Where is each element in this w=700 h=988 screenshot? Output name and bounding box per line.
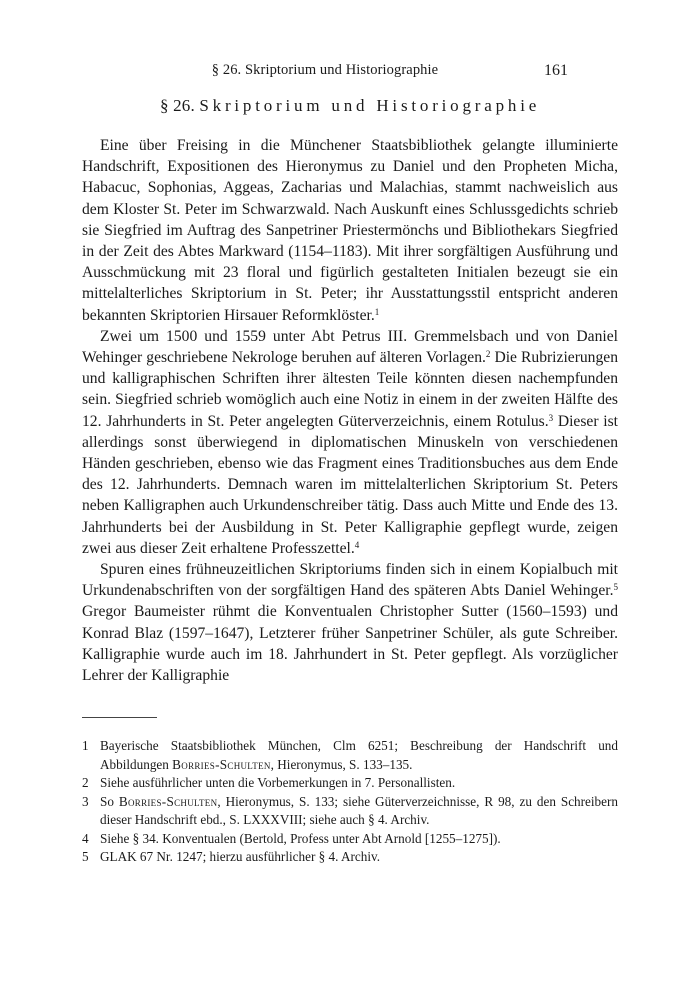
section-number: § 26.	[159, 96, 195, 115]
footnote-number: 4	[82, 830, 89, 846]
footnote-reference[interactable]: 2	[485, 349, 491, 360]
footnote	[82, 830, 618, 849]
body-text	[82, 135, 618, 686]
footnote	[82, 793, 618, 830]
paragraph	[82, 326, 618, 559]
paragraph-text: Eine über Freising in die Münchener Staatsbibliothek gelangte illuminierte Handschrift, Expositionen des Hieronymus zu Daniel und den Propheten Micha, Habacuc, Sophonias, Aggeas, Zacharias und Malachias, stammt nachweislich aus dem Kloster St. Peter im Schwarzwald. Nach Auskunft eines Schlussgedichts schrieb sie Siegfried im Auftrag des Sanpetriner Priestermönchs und Bibliothekars Siegfried in der Zeit des Abtes Markward (1154–1183). Mit ihrer sorgfältigen Ausführung und Ausschmückung mit 23 floral und figürlich gestalteten Initialen bezeugt sie ein mittelalterliches Skriptorium in St. Peter; ihr Ausstattungsstil entspricht anderen bekannten Skriptorien Hirsauer Reformklöster.	[82, 137, 618, 324]
paragraph-text: Spuren eines frühneuzeitlichen Skriptoriums finden sich in einem Kopialbuch mit Urkundenabschriften von der sorgfältigen Hand des späteren Abts Daniel Wehinger.	[82, 561, 618, 600]
section-heading	[82, 96, 618, 116]
footnote	[82, 848, 618, 867]
footnote	[82, 737, 618, 774]
footnote-number: 2	[82, 775, 89, 790]
paragraph	[82, 135, 618, 326]
author-name: Borries-Schulten	[172, 756, 271, 772]
footnote-reference[interactable]: 5	[613, 582, 618, 593]
running-head	[82, 62, 568, 82]
footnote-text: Siehe ausführlicher unten die Vorbemerkungen in 7. Personallisten.	[100, 775, 456, 790]
footnote	[82, 774, 618, 793]
footnote-reference[interactable]: 4	[354, 539, 360, 550]
footnote-text: GLAK 67 Nr. 1247; hierzu ausführlicher § 4. Archiv.	[100, 849, 381, 864]
footnotes	[82, 737, 618, 867]
page-number: 161	[544, 62, 568, 79]
section-title: Skriptorium und Historiographie	[199, 96, 541, 115]
footnote-text: So Borries-Schulten, Hieronymus, S. 133; siehe Güterverzeichnisse, R 98, zu den Schreibern dieser Handschrift ebd., S. LXXXVIII; siehe auch § 4. Archiv.	[100, 793, 618, 827]
paragraph-text: Die Rubrizierungen und kalligraphischen Schriften ihrer ältesten Teile könnten diesen nachempfunden sein. Siegfried schrieb womöglich auch eine Notiz in einem in der zweiten Hälfte des 12. Jahrhunderts in St. Peter angelegten Güterverzeichnis, einem Rotulus.	[82, 349, 618, 430]
paragraph-text: Gregor Baumeister rühmt die Konventualen Christopher Sutter (1560–1593) und Konrad Blaz (1597–1647), Letzterer früher Sanpetriner Schüler, als gute Schreiber. Kalligraphie wurde auch im 18. Jahrhundert in St. Peter gepflegt. Als vorzüglicher Lehrer der Kalligraphie	[82, 603, 618, 685]
author-name: Borries-Schulten	[118, 793, 218, 809]
paragraph-text: Zwei um 1500 und 1559 unter Abt Petrus III. Gremmelsbach und von Daniel Wehinger geschriebene Nekrologe beruhen auf älteren Vorlagen.	[82, 327, 618, 367]
footnote-text: Bayerische Staatsbibliothek München, Clm 6251; Beschreibung der Handschrift und Abbildungen Borries-Schulten, Hieronymus, S. 133–135.	[100, 738, 618, 772]
running-title: § 26. Skriptorium und Historiographie	[211, 62, 439, 78]
footnote-reference[interactable]: 3	[548, 412, 554, 423]
footnote-reference[interactable]: 1	[374, 306, 380, 317]
footnote-number: 5	[82, 849, 89, 864]
footnote-number: 1	[82, 738, 89, 753]
footnote-number: 3	[82, 793, 89, 809]
footnote-text: Siehe § 34. Konventualen (Bertold, Profess unter Abt Arnold [1255–1275]).	[100, 830, 501, 846]
paragraph	[82, 559, 618, 686]
paragraph-text: Dieser ist allerdings sonst überwiegend in diplomatischen Minuskeln von verschiedenen Händen geschrieben, ebenso wie das Fragment eines Traditionsbuches aus dem Ende des 12. Jahrhunderts. Demnach waren im mittelalterlichen Skriptorium St. Peters neben Kalligraphen auch Urkundenschreiber tätig. Dass auch Mitte und Ende des 13. Jahrhunderts bei der Ausbildung in St. Peter Kalligraphie gepflegt wurde, zeigen zwei aus dieser Zeit erhaltene Professzettel.	[82, 412, 618, 557]
footnote-divider	[82, 717, 157, 718]
